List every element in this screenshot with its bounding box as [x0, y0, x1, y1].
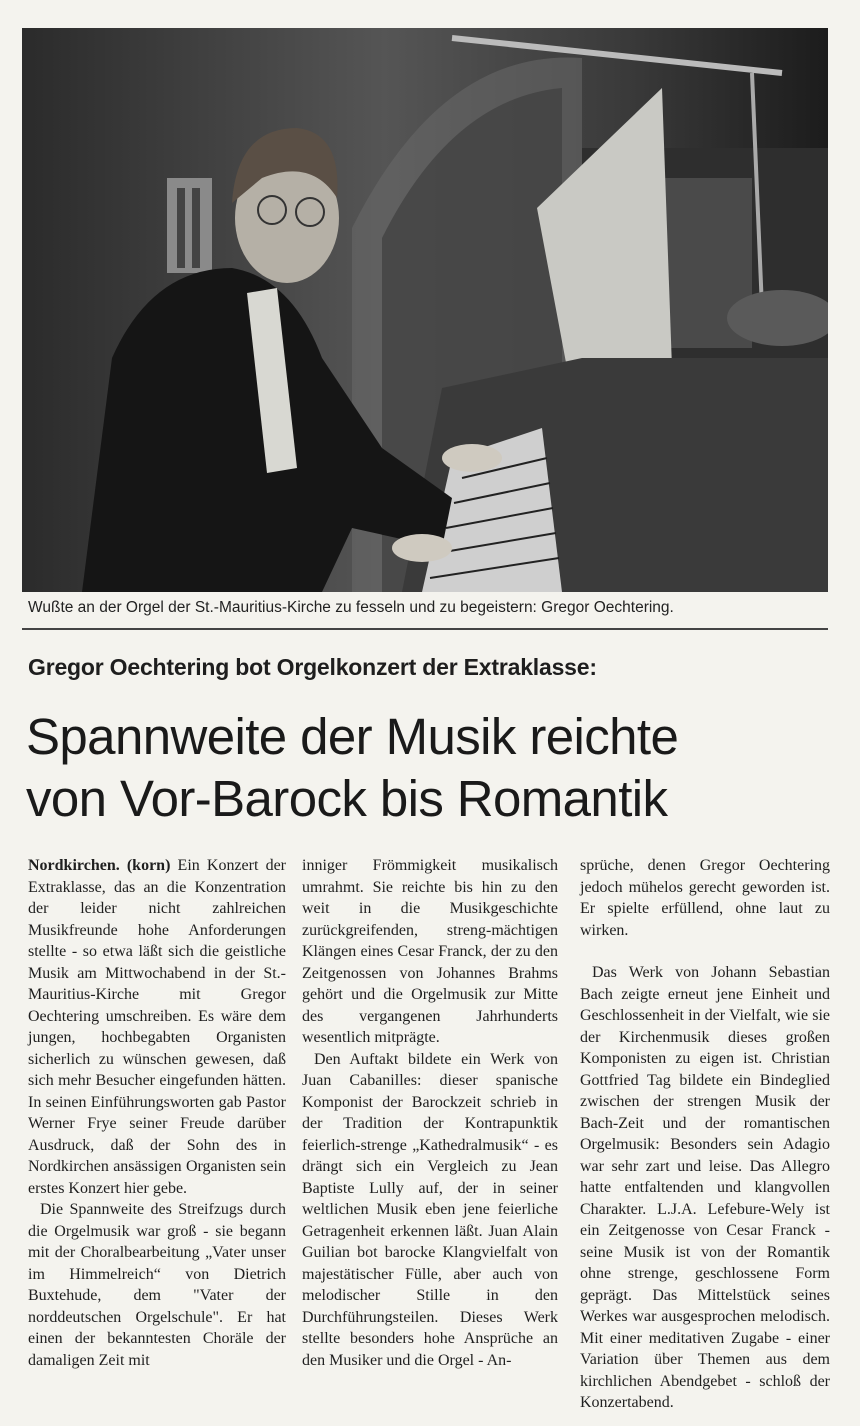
article-column-2: [302, 855, 558, 1371]
paragraph-text: Ein Konzert der Extraklasse, das an die Konzentration der leider nicht zahlreichen Musikfreunde hohe Anforderungen stellte - so etwa läßt sich die geistliche Musik am Mittwochabend in der St.-Mauritius-Kirche mit Gregor Oechtering umschreiben. Es wäre dem jungen, hochbegabten Organisten sicherlich zu wünschen gewesen, daß sich mehr Besucher eingefunden hätten. In seinen Einführungsworten gab Pastor Werner Frye seiner Freude darüber Ausdruck, daß der Sohn des in Nordkirchen ansässigen Organisten sein erstes Konzert hier gebe.: [28, 857, 286, 1197]
paragraph: inniger Frömmigkeit musikalisch umrahmt. Sie reichte bis hin zu den weit in die Musikgeschichte zurückgreifenden, streng-mächtigen Klängen eines Cesar Franck, der zu den Zeitgenossen von Johannes Brahms gehört und die Orgelmusik zur Mitte des vergangenen Jahrhunderts wesentlich mitprägte.: [302, 857, 558, 1046]
headline-line-1: Spannweite der Musik reichte: [26, 708, 679, 765]
paragraph: Die Spannweite des Streifzugs durch die Orgelmusik war groß - sie begann mit der Choralbearbeitung „Vater unser im Himmelreich“ von Dietrich Buxtehude, dem "Vater der norddeutschen Orgelschule". Er hat einen der bekanntesten Choräle der damaligen Zeit mit: [28, 1201, 286, 1369]
dateline: Nordkirchen. (korn): [28, 857, 171, 874]
main-headline: [26, 706, 826, 830]
paragraph: sprüche, denen Gregor Oechtering jedoch mühelos gerecht geworden ist. Er spielte erfüllend, ohne laut zu wirken.: [580, 857, 830, 939]
headline-line-2: von Vor-Barock bis Romantik: [26, 770, 668, 827]
divider: [22, 628, 828, 630]
photo-caption: Wußte an der Orgel der St.-Mauritius-Kirche zu fesseln und zu begeistern: Gregor Oechtering.: [28, 599, 674, 616]
paragraph-gap: [580, 941, 830, 962]
kicker-headline: Gregor Oechtering bot Orgelkonzert der Extraklasse:: [28, 654, 597, 680]
paragraph: Den Auftakt bildete ein Werk von Juan Cabanilles: dieser spanische Komponist der Barockzeit schrieb in der Tradition der Kontrapunktik feierlich-strenge „Kathedralmusik“ - es drängt sich ein Vergleich zu Jean Baptiste Lully auf, der in seiner weltlichen Musik eben jene feierliche Getragenheit erkennen läßt. Juan Alain Guilian bot barocke Klangvielfalt von majestätischer Fülle, aber auch von melodischer Stille in den Durchführungsteilen. Dieses Werk stellte besonders hohe Ansprüche an den Musiker und die Orgel - An-: [302, 1050, 558, 1369]
paragraph: Das Werk von Johann Sebastian Bach zeigte erneut jene Einheit und Geschlossenheit in der Vielfalt, wie sie der Kirchenmusik dieses großen Komponisten zu eigen ist. Christian Gottfried Tag bildete ein Bindeglied zwischen der strengen Musik der Bach-Zeit und der romantischen Orgelmusik: Besonders sein Adagio war sehr zart und leise. Das Allegro hatte entfaltenden und klangvollen Charakter. L.J.A. Lefebure-Wely ist ein Zeitgenosse von Cesar Franck - seine Musik ist von der Romantik ohne strenge, geschlossene Form geprägt. Das Mittelstück seines Werkes war ausgesprochen melodisch. Mit einer meditativen Zugabe - einer Variation über Themen aus dem kirchlichen Abendgebet - schloß der Konzertabend.: [580, 964, 830, 1411]
organist-photo: [22, 28, 828, 592]
article-column-3: [580, 855, 830, 1414]
lead-paragraph: [28, 855, 286, 1199]
article-column-1: [28, 855, 286, 1371]
